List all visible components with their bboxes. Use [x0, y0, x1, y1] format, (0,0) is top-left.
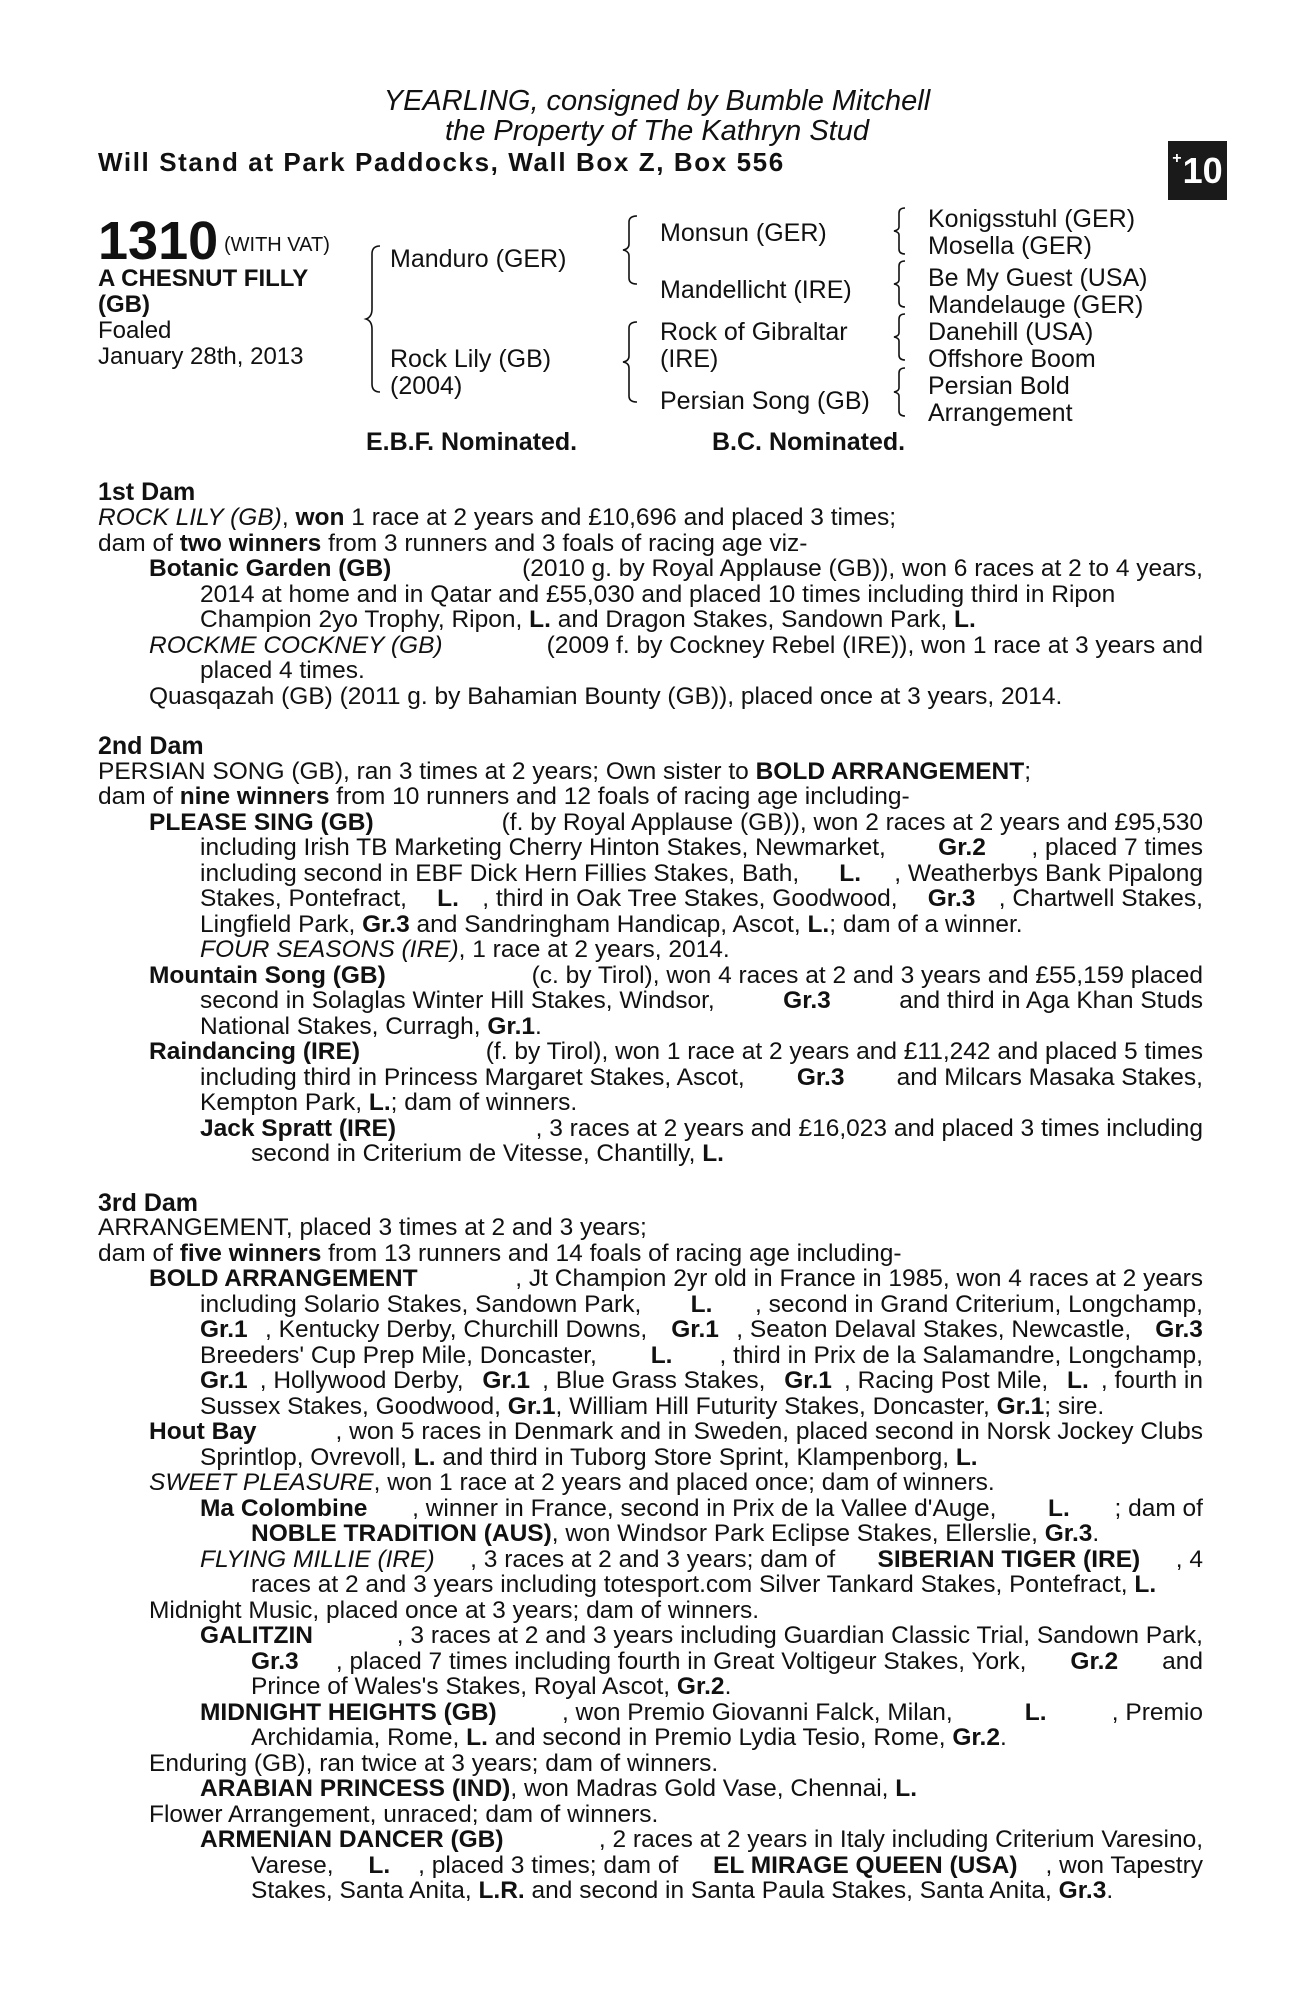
third-dam-grandproduce-2: FLYING MILLIE (IRE) , 3 races at 2 and 3 years; dam of SIBERIAN TIGER (IRE) , 4 — [200, 1546, 1203, 1573]
first-dam-produce-3: Quasqazah (GB) (2011 g. by Bahamian Bounty (GB)), placed once at 3 years, 2014. — [149, 683, 1063, 710]
second-dam-produce-1-cont: Stakes, Pontefract, L. , third in Oak Tree Stakes, Goodwood, Gr.3 , Chartwell Stakes, — [200, 885, 1203, 912]
third-dam-produce-1-cont: including Solario Stakes, Sandown Park, L. , second in Grand Criterium, Longchamp, — [200, 1291, 1203, 1318]
dam-sire: Rock of Gibraltar — [660, 318, 848, 346]
third-dam-produce-3: SWEET PLEASURE, won 1 race at 2 years and placed once; dam of winners. — [149, 1469, 995, 1496]
dam-dam: Persian Song (GB) — [660, 387, 870, 415]
third-dam-produce-5: Enduring (GB), ran twice at 3 years; dam of winners. — [149, 1750, 719, 1777]
third-dam-produce-1-cont: Sussex Stakes, Goodwood, Gr.1, William Hill Futurity Stakes, Doncaster, Gr.1; sire. — [200, 1393, 1105, 1420]
second-dam-summary: dam of nine winners from 10 runners and 12 foals of racing age including- — [98, 783, 910, 810]
third-dam-produce-6: Flower Arrangement, unraced; dam of winners. — [149, 1801, 659, 1828]
third-dam-produce-2: Hout Bay , won 5 races in Denmark and in Sweden, placed second in Norsk Jockey Clubs — [149, 1418, 1203, 1445]
third-dam-grandproduce-6-cont: Varese, L. , placed 3 times; dam of EL MIRAGE QUEEN (USA) , won Tapestry — [251, 1852, 1203, 1879]
lot-number: 1310 — [98, 211, 219, 271]
third-dam-grandproduce-2-cont: races at 2 and 3 years including totesport.com Silver Tankard Stakes, Pontefract, L. — [251, 1571, 1157, 1598]
second-dam-grandproduce-2-cont: second in Criterium de Vitesse, Chantilly, L. — [251, 1140, 724, 1167]
sire-line-bracket-icon — [625, 214, 641, 286]
third-dam-heading: 3rd Dam — [98, 1189, 199, 1217]
first-dam-heading: 1st Dam — [98, 478, 196, 506]
consignor-line: YEARLING, consigned by Bumble Mitchell — [383, 85, 931, 117]
first-dam-produce-1-cont: 2014 at home and in Qatar and £55,030 and placed 10 times including third in Ripon — [200, 581, 1116, 608]
sire-dam: Mandellicht (IRE) — [660, 276, 852, 304]
third-dam-produce-1-cont: Breeders' Cup Prep Mile, Doncaster, L. , third in Prix de la Salamandre, Longchamp, — [200, 1342, 1203, 1369]
first-dam-produce-2-cont: placed 4 times. — [200, 657, 365, 684]
g3-bracket-icon — [895, 312, 909, 362]
plus-ten-badge-icon: + 10 — [1168, 141, 1227, 200]
third-dam-grandproduce-1: Ma Colombine , winner in France, second in Prix de la Vallee d'Auge, L. ; dam of — [200, 1495, 1203, 1522]
second-dam-produce-3: Raindancing (IRE) (f. by Tirol), won 1 race at 2 years and £11,242 and placed 5 times — [149, 1038, 1203, 1065]
first-dam-produce-1: Botanic Garden (GB) (2010 g. by Royal Applause (GB)), won 6 races at 2 to 4 years, — [149, 555, 1203, 582]
ancestor-7: Persian Bold — [928, 372, 1070, 400]
second-dam-produce-2: Mountain Song (GB) (c. by Tirol), won 4 races at 2 and 3 years and £55,159 placed — [149, 962, 1203, 989]
ebf-nominated: E.B.F. Nominated. — [366, 428, 578, 456]
g4-bracket-icon — [895, 366, 909, 418]
first-dam-line: ROCK LILY (GB), won 1 race at 2 years and £10,696 and placed 3 times; — [98, 504, 897, 531]
g1-bracket-icon — [895, 206, 909, 256]
foaled-date: January 28th, 2013 — [98, 343, 304, 370]
second-dam-produce-3-cont: including third in Princess Margaret Stakes, Ascot, Gr.3 and Milcars Masaka Stakes, — [200, 1064, 1203, 1091]
sire-sire: Monsun (GER) — [660, 219, 827, 247]
ancestor-3: Be My Guest (USA) — [928, 264, 1148, 292]
foaled-label: Foaled — [98, 317, 172, 344]
second-dam-grandproduce-1: FOUR SEASONS (IRE), 1 race at 2 years, 2014. — [200, 936, 730, 963]
second-dam-produce-3-cont: Kempton Park, L.; dam of winners. — [200, 1089, 578, 1116]
third-dam-produce-2-cont: Sprintlop, Ovrevoll, L. and third in Tuborg Store Sprint, Klampenborg, L. — [200, 1444, 978, 1471]
third-dam-line: ARRANGEMENT, placed 3 times at 2 and 3 years; — [98, 1214, 647, 1241]
second-dam-produce-1-cont: Lingfield Park, Gr.3 and Sandringham Handicap, Ascot, L.; dam of a winner. — [200, 911, 1023, 938]
third-dam-grandproduce-1-cont: NOBLE TRADITION (AUS), won Windsor Park Eclipse Stakes, Ellerslie, Gr.3. — [251, 1520, 1100, 1547]
dam-sire-country: (IRE) — [660, 345, 719, 373]
third-dam-summary: dam of five winners from 13 runners and 14 foals of racing age including- — [98, 1240, 902, 1267]
dam-year: (2004) — [390, 372, 463, 400]
badge-text: 10 — [1182, 149, 1223, 191]
third-dam-grandproduce-4-cont: Archidamia, Rome, L. and second in Premio Lydia Tesio, Rome, Gr.2. — [251, 1724, 1007, 1751]
g2-bracket-icon — [895, 259, 909, 309]
stand-location: Will Stand at Park Paddocks, Wall Box Z, Box 556 — [98, 147, 785, 177]
third-dam-grandproduce-4: MIDNIGHT HEIGHTS (GB) , won Premio Giovanni Falck, Milan, L. , Premio — [200, 1699, 1203, 1726]
first-dam-produce-1-cont: Champion 2yo Trophy, Ripon, L. and Dragon Stakes, Sandown Park, L. — [200, 606, 976, 633]
second-dam-line: PERSIAN SONG (GB), ran 3 times at 2 years; Own sister to BOLD ARRANGEMENT; — [98, 758, 1032, 785]
ancestor-8: Arrangement — [928, 399, 1073, 427]
ancestor-5: Danehill (USA) — [928, 318, 1094, 346]
ancestor-4: Mandelauge (GER) — [928, 291, 1144, 319]
third-dam-grandproduce-3-cont: Prince of Wales's Stakes, Royal Ascot, Gr.2. — [251, 1673, 732, 1700]
third-dam-grandproduce-3: GALITZIN , 3 races at 2 and 3 years including Guardian Classic Trial, Sandown Park, — [200, 1622, 1203, 1649]
third-dam-produce-1-cont: Gr.1 , Kentucky Derby, Churchill Downs, Gr.1 , Seaton Delaval Stakes, Newcastle, Gr.3 — [200, 1316, 1203, 1343]
dam: Rock Lily (GB) — [390, 345, 552, 373]
lot-country: (GB) — [98, 291, 150, 318]
second-dam-produce-1: PLEASE SING (GB) (f. by Royal Applause (GB)), won 2 races at 2 years and £95,530 — [149, 809, 1203, 836]
second-dam-produce-2-cont: second in Solaglas Winter Hill Stakes, Windsor, Gr.3 and third in Aga Khan Studs — [200, 987, 1203, 1014]
lot-description: A CHESNUT FILLY — [98, 265, 309, 292]
third-dam-grandproduce-6-cont: Stakes, Santa Anita, L.R. and second in Santa Paula Stakes, Santa Anita, Gr.3. — [251, 1877, 1114, 1904]
vat-label: (WITH VAT) — [224, 234, 330, 256]
ancestor-2: Mosella (GER) — [928, 232, 1092, 260]
dam-line-bracket-icon — [625, 320, 641, 404]
third-dam-produce-4: Midnight Music, placed once at 3 years; dam of winners. — [149, 1597, 760, 1624]
second-dam-produce-1-cont: including second in EBF Dick Hern Fillies Stakes, Bath, L. , Weatherbys Bank Pipalong — [200, 860, 1203, 887]
first-dam-summary: dam of two winners from 3 runners and 3 foals of racing age viz- — [98, 530, 808, 557]
second-dam-produce-2-cont: National Stakes, Curragh, Gr.1. — [200, 1013, 542, 1040]
second-dam-heading: 2nd Dam — [98, 732, 204, 760]
ancestor-6: Offshore Boom — [928, 345, 1096, 373]
ancestor-1: Konigsstuhl (GER) — [928, 205, 1136, 233]
second-dam-produce-1-cont: including Irish TB Marketing Cherry Hinton Stakes, Newmarket, Gr.2 , placed 7 times — [200, 834, 1203, 861]
third-dam-produce-1-cont: Gr.1 , Hollywood Derby, Gr.1 , Blue Grass Stakes, Gr.1 , Racing Post Mile, L. , fourth in — [200, 1367, 1203, 1394]
first-dam-produce-2: ROCKME COCKNEY (GB) (2009 f. by Cockney Rebel (IRE)), won 1 race at 3 years and — [149, 632, 1203, 659]
third-dam-grandproduce-5: ARABIAN PRINCESS (IND), won Madras Gold Vase, Chennai, L. — [200, 1775, 918, 1802]
third-dam-produce-1: BOLD ARRANGEMENT , Jt Champion 2yr old in France in 1985, won 4 races at 2 years — [149, 1265, 1203, 1292]
second-dam-grandproduce-2: Jack Spratt (IRE) , 3 races at 2 years and £16,023 and placed 3 times including — [200, 1115, 1203, 1142]
sire-dam-bracket-icon — [368, 244, 384, 394]
bc-nominated: B.C. Nominated. — [712, 428, 906, 456]
sire: Manduro (GER) — [390, 245, 567, 273]
property-line: the Property of The Kathryn Stud — [445, 115, 869, 147]
third-dam-grandproduce-6: ARMENIAN DANCER (GB) , 2 races at 2 years in Italy including Criterium Varesino, — [200, 1826, 1203, 1853]
third-dam-grandproduce-3-cont: Gr.3 , placed 7 times including fourth in Great Voltigeur Stakes, York, Gr.2 and — [251, 1648, 1203, 1675]
